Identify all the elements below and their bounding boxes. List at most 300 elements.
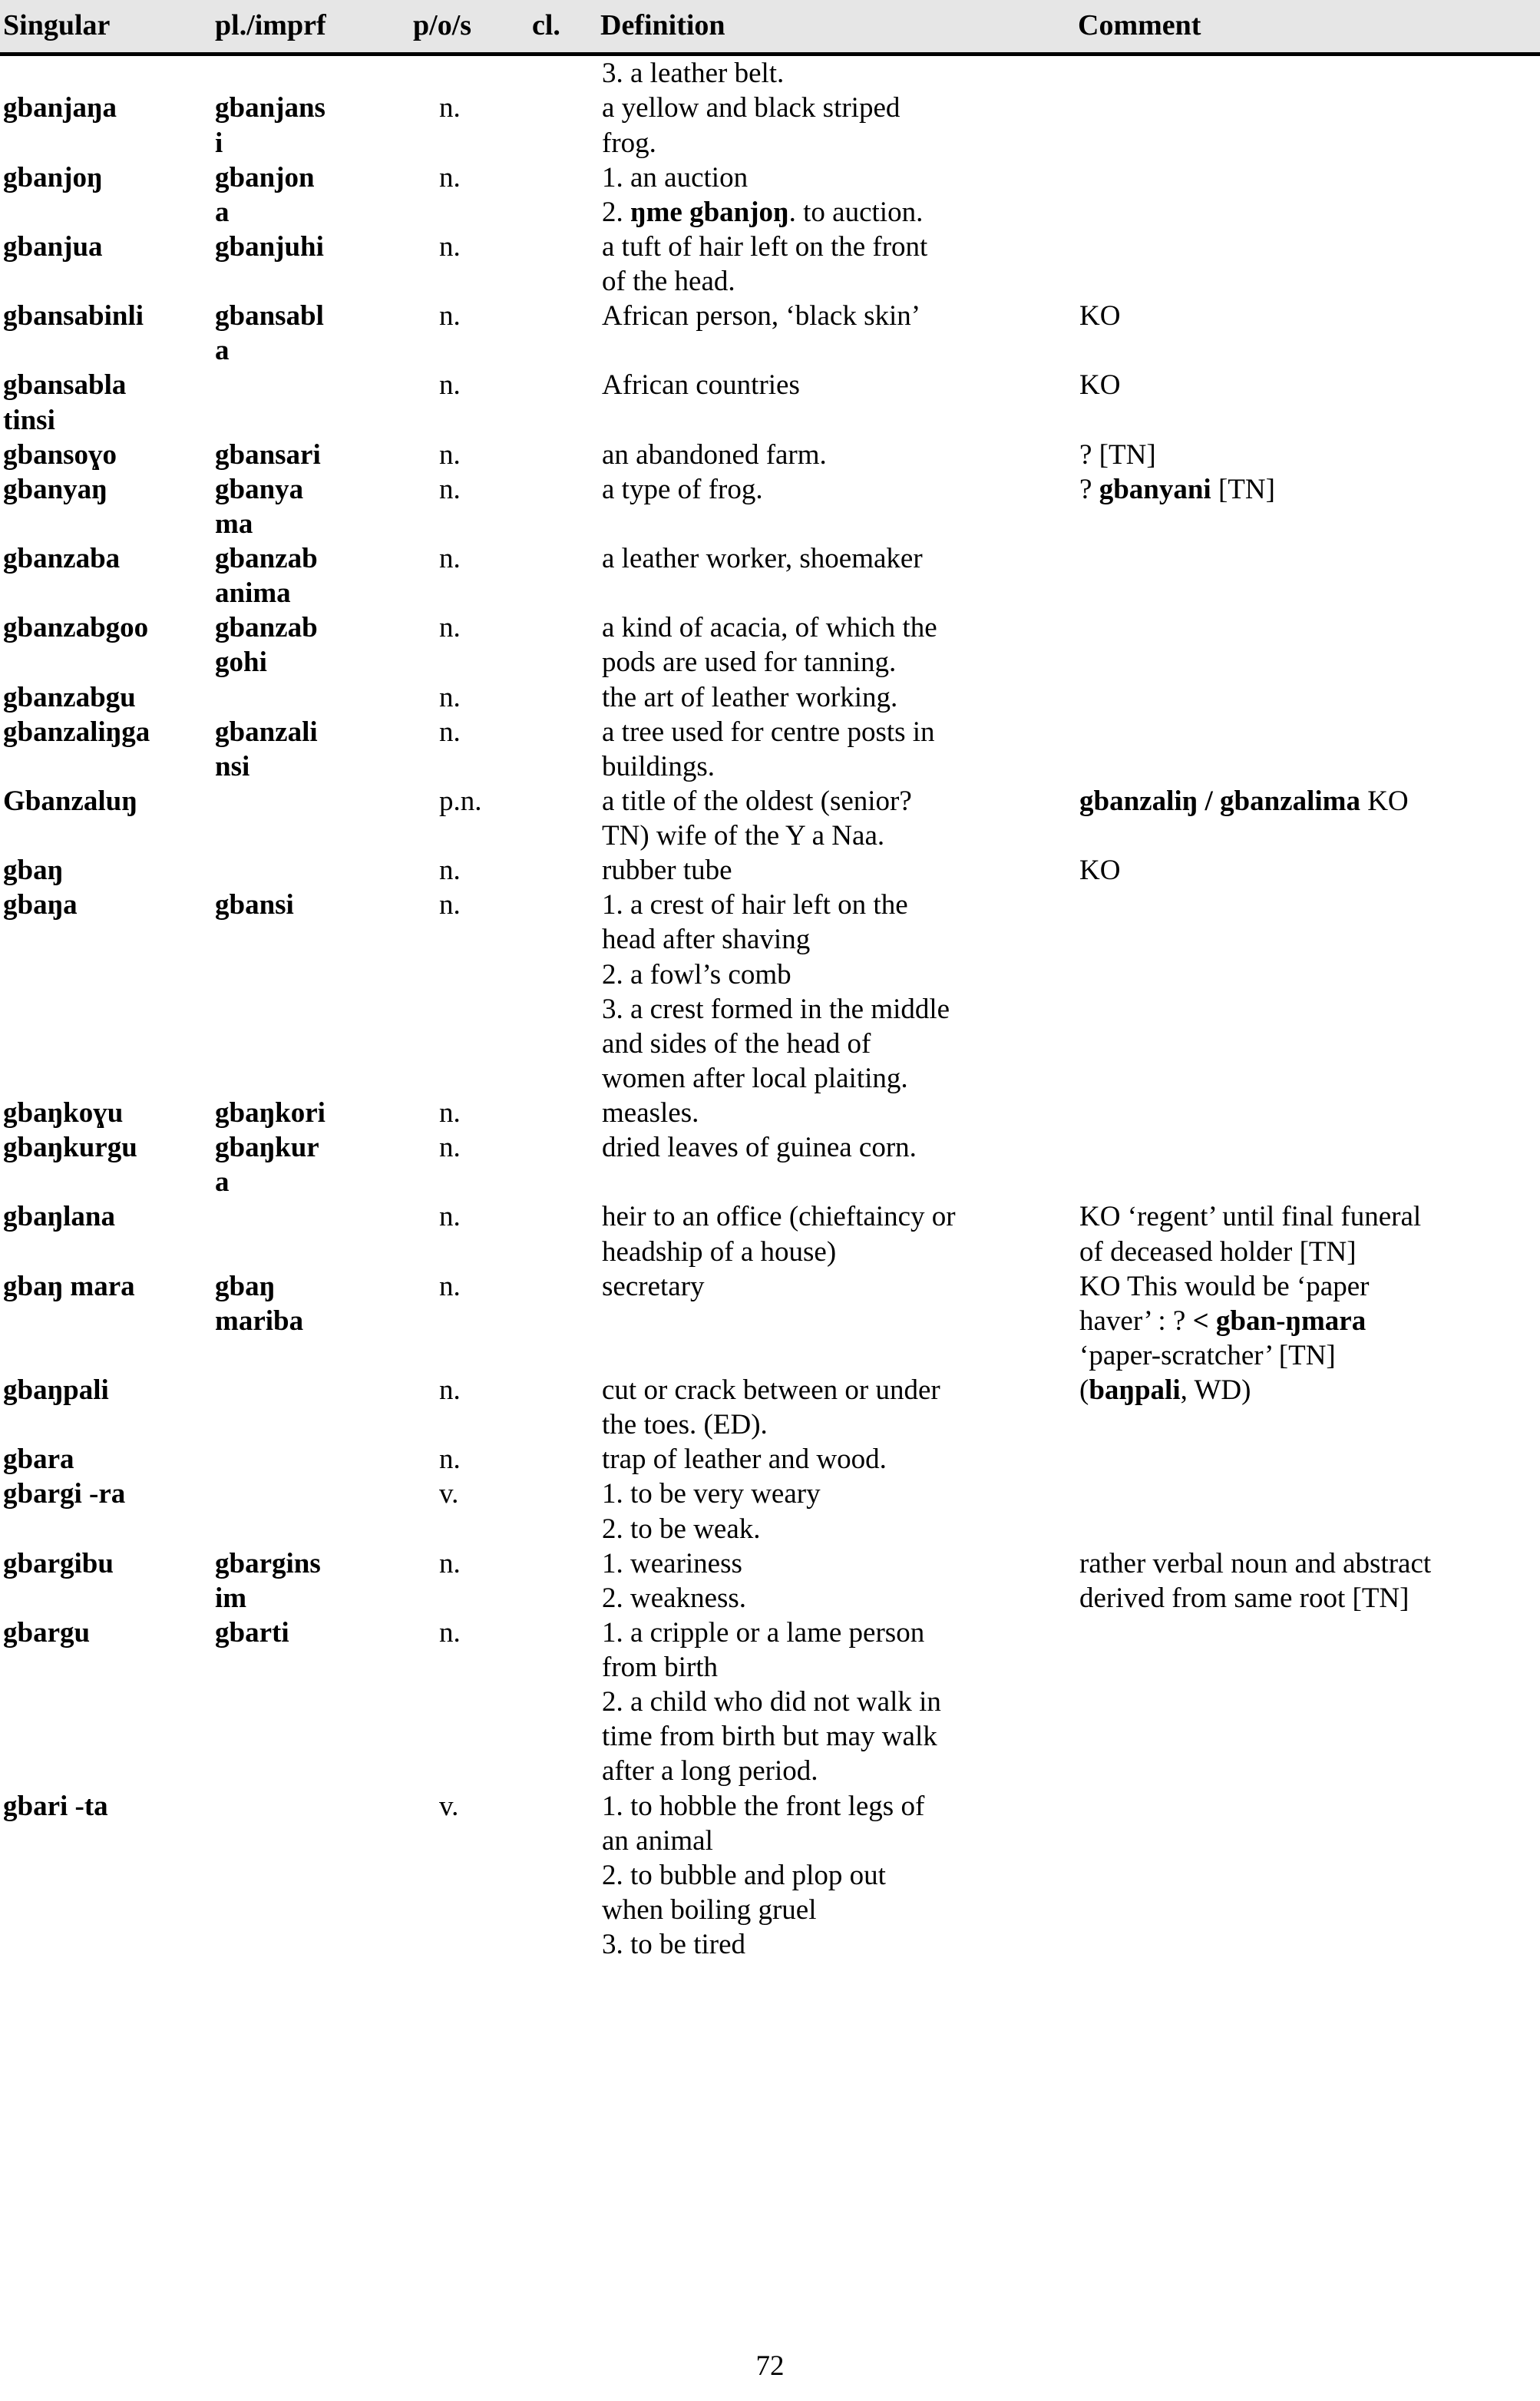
cell-definition [597, 1789, 1075, 1963]
text-line: 2. a fowl’s comb [602, 958, 791, 990]
text-line: 3. a crest formed in the middle [602, 993, 950, 1025]
table-row [0, 888, 1540, 1096]
text-line: frog. [602, 127, 656, 159]
table-row [0, 715, 1540, 784]
table-row [0, 784, 1540, 853]
cell-singular [0, 853, 212, 888]
text-line: a [215, 196, 230, 228]
cell-singular [0, 1789, 212, 1963]
cell-plural [212, 1477, 410, 1546]
text-line: KO [1079, 300, 1121, 332]
cell-class [529, 1130, 597, 1199]
cell-class [529, 55, 597, 91]
cell-singular [0, 1269, 212, 1373]
cell-comment [1075, 160, 1540, 230]
text-line: an abandoned farm. [602, 438, 827, 471]
cell-part-of-speech: n. [439, 92, 461, 124]
text-line: gbarti [215, 1616, 289, 1649]
cell-definition [597, 610, 1075, 680]
cell-class [529, 1096, 597, 1130]
text-line: TN) wife of the Y a Naa. [602, 820, 885, 852]
cell-definition [597, 368, 1075, 437]
comment-line [1079, 472, 1534, 507]
column-header-class: cl. [529, 0, 597, 55]
cell-singular [0, 1616, 212, 1789]
cell-class [529, 888, 597, 1096]
cell-singular [0, 160, 212, 230]
text-line: 1. a crest of hair left on the [602, 889, 908, 921]
cell-definition [597, 784, 1075, 853]
text-line: after a long period. [602, 1755, 818, 1788]
cell-part-of-speech: n. [439, 473, 461, 505]
cell-definition [597, 853, 1075, 888]
text-line: gbanzaba [3, 543, 121, 575]
page-number: 72 [755, 2350, 785, 2382]
cell-singular [0, 438, 212, 472]
text-line: headship of a house) [602, 1235, 837, 1268]
cell-comment [1075, 541, 1540, 610]
cell-part-of-speech: n. [439, 1444, 461, 1476]
text-line: KO This would be ‘paper [1079, 1270, 1370, 1302]
text-line: a tuft of hair left on the front [602, 230, 928, 263]
text-line: a kind of acacia, of which the [602, 612, 937, 644]
cell-comment [1075, 1789, 1540, 1963]
cell-plural [212, 1546, 410, 1616]
cell-class [529, 1789, 597, 1963]
text-line: gbansabl [215, 300, 324, 332]
text-line: a [215, 1166, 230, 1199]
cell-part-of-speech: n. [439, 612, 461, 644]
cell-plural [212, 299, 410, 368]
text-line: of the head. [602, 266, 735, 298]
text-line: gbanzabgoo [3, 612, 149, 644]
text-line: a title of the oldest (senior? [602, 785, 912, 817]
cell-part-of-speech: v. [439, 1478, 459, 1510]
cell-comment [1075, 1442, 1540, 1477]
text-line: gbanjuhi [215, 230, 324, 263]
text-line: gbansari [215, 438, 321, 471]
cell-singular [0, 610, 212, 680]
cell-singular [0, 472, 212, 541]
cell-definition [597, 1442, 1075, 1477]
cell-comment [1075, 1546, 1540, 1616]
cell-class [529, 715, 597, 784]
cell-plural [212, 680, 410, 715]
text-line: when boiling gruel [602, 1893, 817, 1926]
cell-comment [1075, 299, 1540, 368]
cell-comment [1075, 55, 1540, 91]
cell-plural [212, 1616, 410, 1789]
cell-definition [597, 1096, 1075, 1130]
text-line: gbanzab [215, 612, 318, 644]
text-line: 1. an auction [602, 161, 749, 193]
cell-singular [0, 784, 212, 853]
text-line: 3. a leather belt. [602, 58, 785, 90]
comment-query-marker: ? [1079, 473, 1099, 505]
cell-plural [212, 784, 410, 853]
table-row [0, 1199, 1540, 1268]
cell-plural [212, 1096, 410, 1130]
cell-comment [1075, 784, 1540, 853]
text-line: gbanjon [215, 161, 315, 193]
cell-plural [212, 368, 410, 437]
table-row [0, 1096, 1540, 1130]
cell-singular [0, 368, 212, 437]
cell-comment [1075, 1096, 1540, 1130]
cell-comment [1075, 368, 1540, 437]
text-line: gbanjua [3, 230, 103, 263]
text-line: derived from same root [TN] [1079, 1582, 1409, 1614]
text-line: gbargi -ra [3, 1478, 126, 1510]
cell-definition [597, 1373, 1075, 1442]
table-row [0, 853, 1540, 888]
cell-comment [1075, 853, 1540, 888]
cell-definition [597, 1269, 1075, 1373]
text-line: pods are used for tanning. [602, 647, 897, 679]
table-row [0, 299, 1540, 368]
text-line: gbansabla [3, 369, 127, 402]
comment-source: KO [1360, 785, 1409, 817]
comment-line-etymology [1079, 1304, 1534, 1338]
cell-class [529, 1269, 597, 1373]
cell-class [529, 784, 597, 853]
cell-class [529, 1616, 597, 1789]
text-line: 2. to be weak. [602, 1513, 761, 1545]
comment-source: [TN] [1211, 473, 1275, 505]
cell-part-of-speech: n. [439, 889, 461, 921]
cell-singular [0, 1373, 212, 1442]
text-line: gbargibu [3, 1547, 114, 1579]
text-line: gohi [215, 647, 267, 679]
cell-part-of-speech: n. [439, 1374, 461, 1407]
text-line: gbaŋkori [215, 1097, 326, 1129]
column-header-comment: Comment [1075, 0, 1540, 55]
text-line: gbanzali [215, 716, 318, 748]
cell-comment [1075, 610, 1540, 680]
text-line: the toes. (ED). [602, 1409, 768, 1441]
text-line: and sides of the head of [602, 1027, 871, 1060]
cell-singular [0, 1442, 212, 1477]
table-row [0, 368, 1540, 437]
cell-definition [597, 230, 1075, 299]
cell-class [529, 1442, 597, 1477]
cell-class [529, 610, 597, 680]
table-row [0, 1477, 1540, 1546]
text-line: gbanyaŋ [3, 473, 107, 505]
table-row [0, 541, 1540, 610]
cell-part-of-speech: n. [439, 716, 461, 748]
text-line: African person, ‘black skin’ [602, 300, 921, 332]
table-row [0, 55, 1540, 91]
cell-plural [212, 853, 410, 888]
text-line: 1. to be very weary [602, 1478, 821, 1510]
text-line: gbanjans [215, 92, 326, 124]
text-line: gbaŋ [215, 1270, 276, 1302]
text-line: nsi [215, 750, 250, 782]
comment-text: haver’ : ? [1079, 1305, 1193, 1337]
cell-comment [1075, 1269, 1540, 1373]
variant-citation: gbanyani [1099, 473, 1211, 505]
cell-class [529, 1199, 597, 1268]
cell-comment [1075, 438, 1540, 472]
cell-plural [212, 541, 410, 610]
cell-comment [1075, 230, 1540, 299]
text-line: ‘paper-scratcher’ [TN] [1079, 1339, 1336, 1371]
cell-definition [597, 160, 1075, 230]
text-line: rather verbal noun and abstract [1079, 1547, 1432, 1579]
cell-part-of-speech: n. [439, 1201, 461, 1233]
cell-definition [597, 299, 1075, 368]
text-line: gbansi [215, 889, 294, 921]
cell-definition [597, 472, 1075, 541]
column-header-plural: pl./imprf [212, 0, 410, 55]
text-line: 2. a child who did not walk in [602, 1686, 941, 1718]
text-line: from birth [602, 1652, 719, 1684]
cell-class [529, 438, 597, 472]
text-line: gbanzaliŋga [3, 716, 150, 748]
text-line: measles. [602, 1097, 699, 1129]
table-row [0, 1789, 1540, 1963]
text-line: 1. a cripple or a lame person [602, 1616, 925, 1649]
cell-part-of-speech: n. [439, 1097, 461, 1129]
comment-line [1079, 784, 1534, 819]
table-row [0, 1130, 1540, 1199]
text-line: KO [1079, 369, 1121, 402]
cell-singular [0, 91, 212, 160]
table-row [0, 160, 1540, 230]
cell-class [529, 472, 597, 541]
text-line: gbara [3, 1444, 74, 1476]
text-line: time from birth but may walk [602, 1721, 937, 1753]
text-line: KO [1079, 855, 1121, 887]
cell-comment [1075, 715, 1540, 784]
cell-class [529, 541, 597, 610]
text-line: a tree used for centre posts in [602, 716, 935, 748]
cell-plural [212, 1442, 410, 1477]
text-line: gbanjaŋa [3, 92, 117, 124]
cell-class [529, 160, 597, 230]
cell-part-of-speech: v. [439, 1790, 459, 1822]
text-line: 3. to be tired [602, 1929, 746, 1961]
column-header-definition: Definition [597, 0, 1075, 55]
cell-definition [597, 55, 1075, 91]
cell-part-of-speech [410, 55, 529, 91]
text-line: i [215, 127, 223, 159]
cell-comment [1075, 1477, 1540, 1546]
etymon-citation: < gban-ŋmara [1192, 1305, 1367, 1337]
cell-class [529, 91, 597, 160]
cell-singular [0, 1546, 212, 1616]
text-line: gbaŋkoɣu [3, 1097, 124, 1129]
cell-plural [212, 91, 410, 160]
cell-part-of-speech: n. [439, 1547, 461, 1579]
sense-gloss: . to auction. [788, 196, 924, 228]
comment-line [1079, 1373, 1534, 1407]
cell-plural [212, 230, 410, 299]
table-row [0, 472, 1540, 541]
cell-class [529, 230, 597, 299]
cell-definition [597, 715, 1075, 784]
cell-class [529, 1546, 597, 1616]
cell-part-of-speech: n. [439, 681, 461, 713]
text-line: gbaŋlana [3, 1201, 116, 1233]
cell-part-of-speech: n. [439, 438, 461, 471]
text-line: of deceased holder [TN] [1079, 1235, 1357, 1268]
text-line: 2. to bubble and plop out [602, 1859, 886, 1891]
cell-plural [212, 1130, 410, 1199]
headword-citation: ŋme gbanjoŋ [630, 196, 789, 228]
text-line: heir to an office (chieftaincy or [602, 1201, 956, 1233]
variant-citation: baŋpali [1089, 1374, 1181, 1407]
table-row [0, 610, 1540, 680]
cell-plural [212, 888, 410, 1096]
text-line: Gbanzaluŋ [3, 785, 137, 817]
text-line: trap of leather and wood. [602, 1444, 887, 1476]
table-row [0, 1546, 1540, 1616]
cell-part-of-speech: n. [439, 369, 461, 402]
text-line: an animal [602, 1824, 713, 1857]
cell-plural [212, 160, 410, 230]
cell-comment [1075, 1199, 1540, 1268]
table-row [0, 91, 1540, 160]
text-line: rubber tube [602, 855, 732, 887]
cell-singular [0, 230, 212, 299]
cell-plural [212, 1789, 410, 1963]
cell-comment [1075, 472, 1540, 541]
cell-part-of-speech: n. [439, 543, 461, 575]
cell-singular [0, 715, 212, 784]
cell-definition [597, 1477, 1075, 1546]
text-line: gbari -ta [3, 1790, 108, 1822]
cell-singular [0, 541, 212, 610]
text-line: im [215, 1582, 247, 1614]
cell-part-of-speech: n. [439, 300, 461, 332]
table-row [0, 1442, 1540, 1477]
text-line: gbaŋpali [3, 1374, 109, 1407]
text-line: 2. weakness. [602, 1582, 747, 1614]
cell-comment [1075, 888, 1540, 1096]
table-row [0, 438, 1540, 472]
sense-number: 2. [602, 196, 630, 228]
text-line: gbansabinli [3, 300, 144, 332]
text-line: gbargu [3, 1616, 91, 1649]
comment-text: ( [1079, 1374, 1089, 1407]
cell-comment [1075, 1130, 1540, 1199]
cell-part-of-speech: p.n. [439, 785, 482, 817]
cell-singular [0, 55, 212, 91]
text-line: head after shaving [602, 924, 811, 956]
cell-comment [1075, 91, 1540, 160]
cell-singular [0, 888, 212, 1096]
cell-plural [212, 55, 410, 91]
text-line: gbaŋkurgu [3, 1132, 137, 1164]
text-line: gbanzabgu [3, 681, 136, 713]
table-body [0, 55, 1540, 1962]
text-line: gbaŋkur [215, 1132, 319, 1164]
column-header-singular: Singular [0, 0, 212, 55]
cell-class [529, 1477, 597, 1546]
definition-sense-line [602, 195, 1058, 230]
cell-plural [212, 438, 410, 472]
text-line: anima [215, 577, 291, 610]
text-line: mariba [215, 1305, 304, 1337]
text-line: buildings. [602, 750, 715, 782]
column-header-pos: p/o/s [410, 0, 529, 55]
cell-plural [212, 715, 410, 784]
text-line: a yellow and black striped [602, 92, 901, 124]
cell-comment [1075, 1616, 1540, 1789]
text-line: women after local plaiting. [602, 1062, 908, 1094]
cell-part-of-speech: n. [439, 230, 461, 263]
text-line: dried leaves of guinea corn. [602, 1132, 917, 1164]
cell-comment [1075, 680, 1540, 715]
cell-plural [212, 1373, 410, 1442]
table-row [0, 1616, 1540, 1789]
table-row [0, 680, 1540, 715]
cell-part-of-speech: n. [439, 161, 461, 193]
cell-definition [597, 888, 1075, 1096]
text-line: a leather worker, shoemaker [602, 543, 923, 575]
text-line: the art of leather working. [602, 681, 898, 713]
cell-plural [212, 472, 410, 541]
text-line: gbaŋ mara [3, 1270, 135, 1302]
table-header [0, 0, 1540, 55]
comment-source: , WD) [1180, 1374, 1251, 1407]
comment-line: ? [TN] [1079, 438, 1156, 471]
cell-part-of-speech: n. [439, 855, 461, 887]
cell-singular [0, 1199, 212, 1268]
text-line: gbaŋ [3, 855, 64, 887]
table-row [0, 1373, 1540, 1442]
text-line: a [215, 335, 230, 367]
text-line: a type of frog. [602, 473, 763, 505]
cell-plural [212, 1269, 410, 1373]
cell-singular [0, 1477, 212, 1546]
cell-class [529, 680, 597, 715]
text-line: 1. to hobble the front legs of [602, 1790, 925, 1822]
cell-singular [0, 1130, 212, 1199]
cell-plural [212, 1199, 410, 1268]
cell-part-of-speech: n. [439, 1270, 461, 1302]
text-line: African countries [602, 369, 800, 402]
text-line: gbansoɣo [3, 438, 117, 471]
text-line: gbargins [215, 1547, 321, 1579]
cell-definition [597, 1199, 1075, 1268]
cell-comment [1075, 1373, 1540, 1442]
cell-singular [0, 1096, 212, 1130]
cell-plural [212, 610, 410, 680]
cell-part-of-speech: n. [439, 1616, 461, 1649]
cell-class [529, 299, 597, 368]
text-line: cut or crack between or under [602, 1374, 940, 1407]
text-line: tinsi [3, 404, 55, 436]
cell-definition [597, 1546, 1075, 1616]
cell-class [529, 853, 597, 888]
text-line: ma [215, 508, 253, 540]
table-row [0, 230, 1540, 299]
text-line: gbanjoŋ [3, 161, 103, 193]
text-line: 1. weariness [602, 1547, 742, 1579]
table-row [0, 1269, 1540, 1373]
cell-definition [597, 1130, 1075, 1199]
cell-definition [597, 1616, 1075, 1789]
variant-citation: gbanzaliŋ / gbanzalima [1079, 785, 1360, 817]
text-line: gbanzab [215, 543, 318, 575]
text-line: gbanya [215, 473, 304, 505]
header-row [0, 0, 1540, 55]
text-line: gbaŋa [3, 889, 78, 921]
cell-class [529, 368, 597, 437]
